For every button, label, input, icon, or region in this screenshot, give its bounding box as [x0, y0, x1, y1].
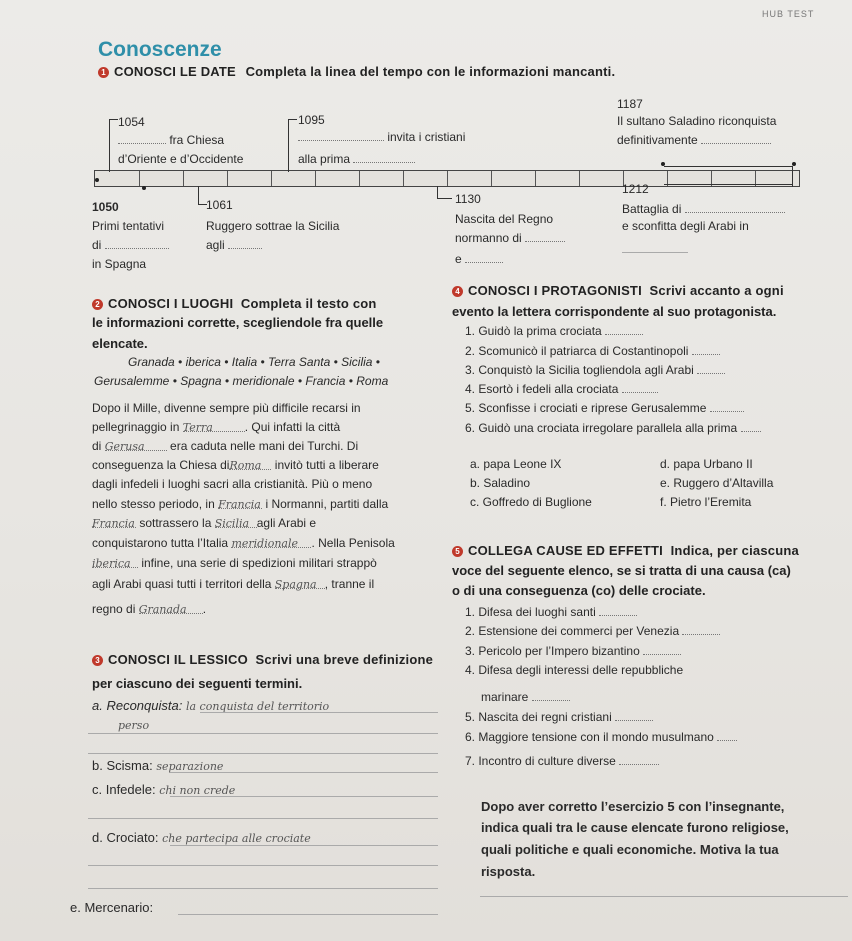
- answer-line: [88, 818, 438, 819]
- ex1-heading: [98, 64, 615, 79]
- ex5-followup-4: risposta.: [481, 864, 536, 879]
- ex3-term-a: a. Reconquista: la conquista del territorio: [92, 698, 330, 713]
- ex2-text-line2: pellegrinaggio in Terra . Qui infatti la città: [92, 420, 341, 434]
- ex5-item-7: 7. Incontro di culture diverse: [465, 754, 659, 768]
- ex2-text-line3: di Gerusa era caduta nelle mani dei Turchi. Di: [92, 439, 359, 453]
- year-1212: 1212: [622, 182, 649, 196]
- label-1050-b: di: [92, 238, 169, 252]
- ex4-option-f: f. Pietro l’Eremita: [660, 495, 752, 509]
- timeline-tick: [183, 171, 184, 186]
- label-1212-a: Battaglia di: [622, 202, 785, 216]
- ex5-item-2: 2. Estensione dei commerci per Venezia: [465, 624, 720, 638]
- answer-line: [88, 888, 438, 889]
- ex4-instruction-b: evento la lettera corrispondente al suo protagonista.: [452, 304, 777, 319]
- year-1050: 1050: [92, 200, 119, 214]
- year-1095: 1095: [298, 113, 325, 127]
- answer-line: [88, 733, 438, 734]
- answer-line: [480, 896, 848, 897]
- ex4-option-e: e. Ruggero d’Altavilla: [660, 476, 774, 490]
- ex4-option-a: a. papa Leone IX: [470, 457, 562, 471]
- label-1187-a: Il sultano Saladino riconquista: [617, 114, 777, 128]
- ex2-heading: 2 CONOSCI I LUOGHI Completa il testo con: [92, 296, 377, 311]
- label-1061-a: Ruggero sottrae la Sicilia: [206, 219, 340, 233]
- connector-1212: [664, 184, 792, 185]
- ex3-number: 3: [92, 655, 103, 666]
- answer-line: [170, 796, 438, 797]
- ex5-number: 5: [452, 546, 463, 557]
- ex2-text-line9: iberica infine, una serie di spedizioni militari strappò: [92, 556, 377, 570]
- label-1130-a: Nascita del Regno: [455, 212, 554, 226]
- ex5-instruction-c: o di una conseguenza (co) delle crociate.: [452, 583, 706, 598]
- ex2-answer: Roma: [229, 459, 271, 470]
- ex5-item-4: 4. Difesa degli interessi delle repubbliche: [465, 663, 684, 677]
- label-1050-c: in Spagna: [92, 257, 147, 271]
- ex2-answer: Francia: [92, 517, 135, 530]
- timeline-tick: [271, 171, 272, 186]
- timeline-tick: [227, 171, 228, 186]
- label-1212-b: e sconfitta degli Arabi in: [622, 219, 749, 233]
- timeline-dot: [792, 162, 796, 166]
- year-1187: 1187: [617, 97, 643, 111]
- ex2-answer: iberica: [92, 557, 138, 568]
- year-1054: 1054: [118, 115, 145, 129]
- ex2-instruction-c: elencate.: [92, 336, 148, 351]
- ex1-instruction: Completa la linea del tempo con le informazioni mancanti.: [245, 64, 616, 79]
- ex3-term-c: c. Infedele: chi non crede: [92, 782, 236, 797]
- ex4-item-1: 1. Guidò la prima crociata: [465, 324, 643, 338]
- ex2-answer: meridionale: [231, 537, 311, 548]
- ex3-instruction-b: per ciascuno dei seguenti termini.: [92, 676, 303, 691]
- timeline-dot: [95, 178, 99, 182]
- connector-1130: [437, 186, 452, 199]
- ex2-text-line1: Dopo il Mille, divenne sempre più difficile recarsi in: [92, 401, 361, 415]
- ex2-answer: Sicilia: [215, 517, 257, 528]
- ex2-text-line7: Francia sottrassero la Sicilia agli Arabi e: [92, 516, 317, 530]
- blank-line: [622, 252, 688, 253]
- answer-line: [200, 712, 438, 713]
- ex2-options-line1: Granada • iberica • Italia • Terra Santa • Sicilia •: [128, 355, 381, 369]
- ex2-answer: Granada: [139, 603, 203, 614]
- label-1130-c: e: [455, 252, 503, 266]
- timeline-tick: [403, 171, 404, 186]
- answer-line: [88, 865, 438, 866]
- ex2-text-line11: regno di Granada .: [92, 602, 207, 616]
- ex4-option-b: b. Saladino: [470, 476, 531, 490]
- ex5-item-6: 6. Maggiore tensione con il mondo musulmano: [465, 730, 737, 744]
- ex2-answer: Gerusa: [105, 440, 167, 451]
- hub-test-label: HUB TEST: [762, 9, 815, 19]
- ex4-number: 4: [452, 286, 463, 297]
- ex2-options-line2: Gerusalemme • Spagna • meridionale • Francia • Roma: [94, 374, 389, 388]
- ex4-item-4: 4. Esortò i fedeli alla crociata: [465, 382, 658, 396]
- ex2-instruction-b: le informazioni corrette, scegliendole fra quelle: [92, 315, 384, 330]
- timeline-tick: [579, 171, 580, 186]
- ex5-followup-3: quali politiche e quali economiche. Motiva la tua: [481, 842, 779, 857]
- timeline-tick: [359, 171, 360, 186]
- ex5-heading: 5 COLLEGA CAUSE ED EFFETTI Indica, per ciascuna: [452, 543, 799, 558]
- ex3-term-b: b. Scisma: separazione: [92, 758, 224, 773]
- ex2-number: 2: [92, 299, 103, 310]
- timeline-dot: [661, 162, 665, 166]
- label-1061-b: agli: [206, 238, 262, 252]
- ex2-text-line8: conquistarono tutta l’Italia meridionale . Nella Penisola: [92, 536, 395, 550]
- ex5-item-3: 3. Pericolo per l’Impero bizantino: [465, 644, 681, 658]
- ex3-heading: 3 CONOSCI IL LESSICO Scrivi una breve definizione: [92, 652, 433, 667]
- ex4-item-3: 3. Conquistò la Sicilia togliendola agli Arabi: [465, 363, 725, 377]
- ex2-answer: Terra: [183, 421, 245, 432]
- ex2-text-line5: dagli infedeli i luoghi sacri alla cristianità. Più o meno: [92, 477, 373, 491]
- label-1187-b: definitivamente: [617, 133, 771, 147]
- answer-line: [170, 845, 438, 846]
- ex4-option-d: d. papa Urbano II: [660, 457, 753, 471]
- answer-line: [178, 914, 438, 915]
- timeline-dot: [142, 186, 146, 190]
- ex5-item-1: 1. Difesa dei luoghi santi: [465, 605, 637, 619]
- page-title: Conoscenze: [98, 38, 222, 61]
- ex2-text-line4: conseguenza la Chiesa diRoma invitò tutti a liberare: [92, 458, 379, 472]
- label-1054-a: fra Chiesa: [118, 133, 224, 147]
- answer-line: [88, 753, 438, 754]
- ex5-item-4-cont: marinare: [481, 690, 570, 704]
- timeline-tick: [139, 171, 140, 186]
- label-1130-b: normanno di: [455, 231, 565, 245]
- ex2-answer: Spagna: [275, 578, 325, 589]
- label-1095-a: invita i cristiani: [298, 130, 465, 144]
- timeline-tick: [447, 171, 448, 186]
- ex4-heading: 4 CONOSCI I PROTAGONISTI Scrivi accanto a ogni: [452, 283, 784, 298]
- timeline-tick: [535, 171, 536, 186]
- ex4-item-6: 6. Guidò una crociata irregolare parallela alla prima: [465, 421, 761, 435]
- year-1061: 1061: [206, 198, 233, 212]
- label-1095-b: alla prima: [298, 152, 415, 166]
- ex1-number: 1: [98, 67, 109, 78]
- ex5-followup-1: Dopo aver corretto l’esercizio 5 con l’insegnante,: [481, 799, 785, 814]
- answer-line: [170, 772, 438, 773]
- ex2-text-line10: agli Arabi quasi tutti i territori della Spagna , tranne il: [92, 577, 375, 591]
- ex2-answer: Francia: [218, 498, 261, 511]
- ex3-term-e: e. Mercenario:: [70, 900, 154, 915]
- ex5-item-5: 5. Nascita dei regni cristiani: [465, 710, 653, 724]
- ex4-item-2: 2. Scomunicò il patriarca di Costantinopoli: [465, 344, 720, 358]
- label-1054-b: d’Oriente e d’Occidente: [118, 152, 244, 166]
- ex3-term-d: d. Crociato: che partecipa alle crociate: [92, 830, 311, 845]
- ex5-instruction-b: voce del seguente elenco, se si tratta di una causa (ca): [452, 563, 791, 578]
- connector-1054: [109, 119, 118, 172]
- ex4-item-5: 5. Sconfisse i crociati e riprese Gerusalemme: [465, 401, 744, 415]
- ex2-text-line6: nello stesso periodo, in Francia i Normanni, partiti dalla: [92, 497, 389, 511]
- year-1130: 1130: [455, 192, 481, 206]
- ex5-followup-2: indica quali tra le cause elencate furono religiose,: [481, 820, 789, 835]
- timeline-tick: [315, 171, 316, 186]
- label-1050-a: Primi tentativi: [92, 219, 165, 233]
- ex4-option-c: c. Goffredo di Buglione: [470, 495, 592, 509]
- timeline-tick: [491, 171, 492, 186]
- connector-1095: [288, 119, 297, 172]
- ex1-title: CONOSCI LE DATE: [114, 64, 236, 79]
- ex3-answer-a2: perso: [118, 719, 150, 732]
